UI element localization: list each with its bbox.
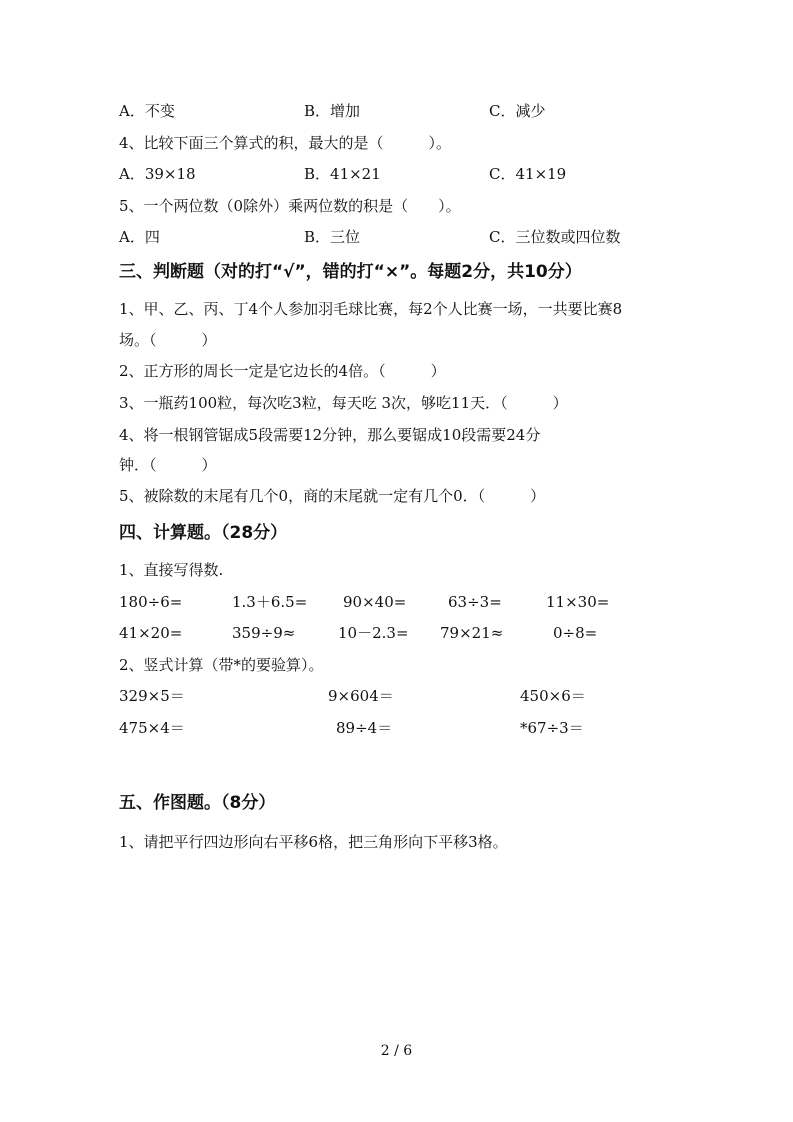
section4-sub2: 2、竖式计算（带*的要验算）。 — [119, 656, 324, 674]
section3-title: 三、判断题（对的打“√”，错的打“×”。每题2分，共10分） — [119, 262, 582, 282]
section3-item: 4、将一根钢管锯成5段需要12分钟，那么要锯成10段需要24分 — [119, 426, 541, 444]
calc-item: 79×21≈ — [440, 624, 504, 642]
vertical-calc-item: 475×4＝ — [119, 719, 185, 737]
calc-item: 41×20= — [119, 624, 183, 642]
section4-title: 四、计算题。（28分） — [119, 523, 288, 543]
q3-option-a: A．不变 — [119, 102, 175, 120]
calc-item: 90×40= — [343, 593, 407, 611]
vertical-calc-item: *67÷3＝ — [520, 719, 584, 737]
q5-option-c: C．三位数或四位数 — [489, 228, 621, 246]
section4-sub1: 1、直接写得数. — [119, 561, 224, 579]
section3-item: 场。（ ） — [119, 331, 217, 349]
section5-title: 五、作图题。（8分） — [119, 793, 276, 813]
calc-item: 0÷8= — [553, 624, 598, 642]
section3-item: 钟．（ ） — [119, 456, 217, 474]
calc-item: 359÷9≈ — [232, 624, 296, 642]
section3-item: 5、被除数的末尾有几个0，商的末尾就一定有几个0．（ ） — [119, 487, 546, 505]
section3-item: 1、甲、乙、丙、丁4个人参加羽毛球比赛，每2个人比赛一场，一共要比赛8 — [119, 300, 623, 318]
calc-item: 63÷3= — [448, 593, 502, 611]
calc-item: 180÷6= — [119, 593, 183, 611]
section3-item: 2、正方形的周长一定是它边长的4倍。（ ） — [119, 362, 446, 380]
calc-item: 1.3＋6.5= — [232, 593, 308, 611]
vertical-calc-item: 9×604＝ — [328, 687, 394, 705]
q3-option-b: B．增加 — [304, 102, 361, 120]
vertical-calc-item: 329×5＝ — [119, 687, 185, 705]
vertical-calc-item: 450×6＝ — [520, 687, 586, 705]
section5-item: 1、请把平行四边形向右平移6格，把三角形向下平移3格。 — [119, 833, 508, 851]
page-number: 2 / 6 — [380, 1043, 413, 1059]
section3-item: 3、一瓶药100粒，每次吃3粒，每天吃 3次，够吃11天．（ ） — [119, 394, 568, 412]
calc-item: 10－2.3= — [338, 624, 409, 642]
calc-item: 11×30= — [546, 593, 610, 611]
q3-option-c: C．减少 — [489, 102, 546, 120]
q5-question: 5、一个两位数（0除外）乘两位数的积是（ ）。 — [119, 197, 461, 215]
q4-question: 4、比较下面三个算式的积，最大的是（ ）。 — [119, 134, 452, 152]
q4-option-b: B．41×21 — [304, 165, 381, 183]
q5-option-b: B．三位 — [304, 228, 361, 246]
vertical-calc-item: 89÷4＝ — [336, 719, 393, 737]
q5-option-a: A．四 — [119, 228, 160, 246]
q4-option-a: A．39×18 — [119, 165, 196, 183]
q4-option-c: C．41×19 — [489, 165, 567, 183]
